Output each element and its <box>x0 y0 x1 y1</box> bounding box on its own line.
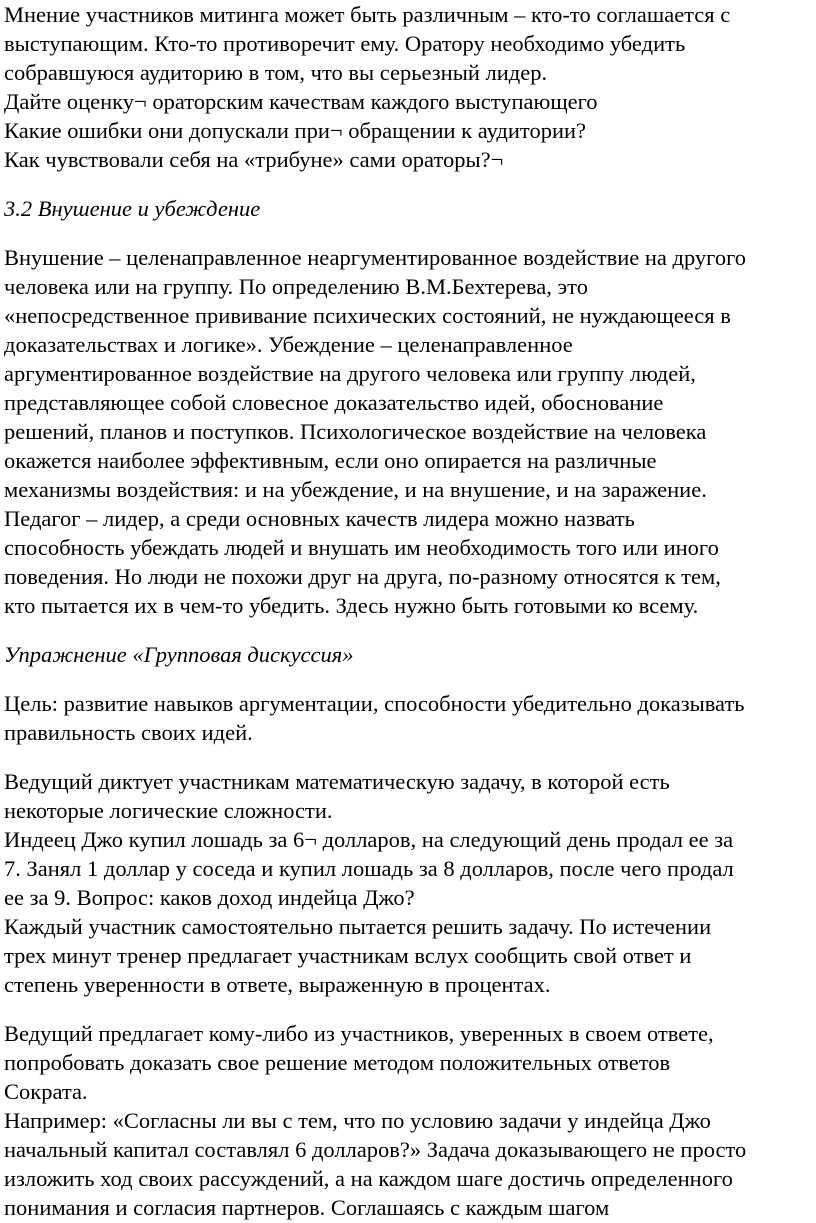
text-line: аргументированное воздействие на другого человека или группу людей, <box>4 361 696 386</box>
text-line: правильность своих идей. <box>4 720 253 745</box>
text-line: механизмы воздействия: и на убеждение, и на внушение, и на заражение. <box>4 477 707 502</box>
text-line: поведения. Но люди не похожи друг на друга, по-разному относятся к тем, <box>4 564 721 589</box>
question-line: Как чувствовали себя на «трибуне» сами ораторы?¬ <box>4 147 504 172</box>
text-line: попробовать доказать свое решение методом положительных ответов <box>4 1050 671 1075</box>
text-line: окажется наиболее эффективным, если оно опирается на различные <box>4 448 657 473</box>
text-line: собравшуюся аудиторию в том, что вы серьезный лидер. <box>4 60 548 85</box>
text-line: изложить ход своих рассуждений, а на каждом шаге достичь определенного <box>4 1166 733 1191</box>
text-line: некоторые логические сложности. <box>4 798 333 823</box>
text-line: ее за 9. Вопрос: каков доход индейца Джо? <box>4 885 415 910</box>
text-line: Например: «Согласны ли вы с тем, что по условию задачи у индейца Джо <box>4 1108 711 1133</box>
text-line: кто пытается их в чем-то убедить. Здесь нужно быть готовыми ко всему. <box>4 593 699 618</box>
question-line: Дайте оценку¬ ораторским качествам каждого выступающего <box>4 89 598 114</box>
text-line: Мнение участников митинга может быть различным – кто-то соглашается с <box>4 2 731 27</box>
text-line: Ведущий диктует участникам математическую задачу, в которой есть <box>4 769 670 794</box>
exercise-heading: Упражнение «Групповая дискуссия» <box>4 642 354 667</box>
section-heading: 3.2 Внушение и убеждение <box>4 196 261 221</box>
text-line: трех минут тренер предлагает участникам вслух сообщить свой ответ и <box>4 943 692 968</box>
goal-paragraph <box>4 689 812 747</box>
text-line: «непосредственное прививание психических состояний, не нуждающееся в <box>4 303 731 328</box>
text-line: Ведущий предлагает кому-либо из участников, уверенных в своем ответе, <box>4 1021 714 1046</box>
text-line: начальный капитал составлял 6 долларов?» Задача доказывающего не просто <box>4 1137 747 1162</box>
section-paragraph <box>4 243 812 620</box>
spacer <box>4 223 812 243</box>
text-line: доказательствах и логике». Убеждение – целенаправленное <box>4 332 573 357</box>
text-line: понимания и согласия партнеров. Соглашаясь с каждым шагом <box>4 1195 610 1220</box>
text-line: Каждый участник самостоятельно пытается решить задачу. По истечении <box>4 914 712 939</box>
intro-paragraph <box>4 0 812 174</box>
text-line: решений, планов и поступков. Психологическое воздействие на человека <box>4 419 707 444</box>
socrates-paragraph <box>4 1019 812 1222</box>
spacer <box>4 747 812 767</box>
question-line: Какие ошибки они допускали при¬ обращении к аудитории? <box>4 118 587 143</box>
task-paragraph <box>4 767 812 999</box>
spacer <box>4 669 812 689</box>
spacer <box>4 620 812 640</box>
text-line: Индеец Джо купил лошадь за 6¬ долларов, на следующий день продал ее за <box>4 827 734 852</box>
text-line: Педагог – лидер, а среди основных качеств лидера можно назвать <box>4 506 635 531</box>
spacer <box>4 999 812 1019</box>
text-line: способность убеждать людей и внушать им необходимость того или иного <box>4 535 719 560</box>
text-line: выступающим. Кто-то противоречит ему. Оратору необходимо убедить <box>4 31 686 56</box>
text-line: Сократа. <box>4 1079 88 1104</box>
text-line: человека или на группу. По определению В.М.Бехтерева, это <box>4 274 588 299</box>
text-line: Внушение – целенаправленное неаргументированное воздействие на другого <box>4 245 746 270</box>
text-line: 7. Занял 1 доллар у соседа и купил лошадь за 8 долларов, после чего продал <box>4 856 734 881</box>
text-line: степень уверенности в ответе, выраженную в процентах. <box>4 972 551 997</box>
spacer <box>4 174 812 194</box>
text-line: Цель: развитие навыков аргументации, способности убедительно доказывать <box>4 691 745 716</box>
text-line: представляющее собой словесное доказательство идей, обоснование <box>4 390 664 415</box>
